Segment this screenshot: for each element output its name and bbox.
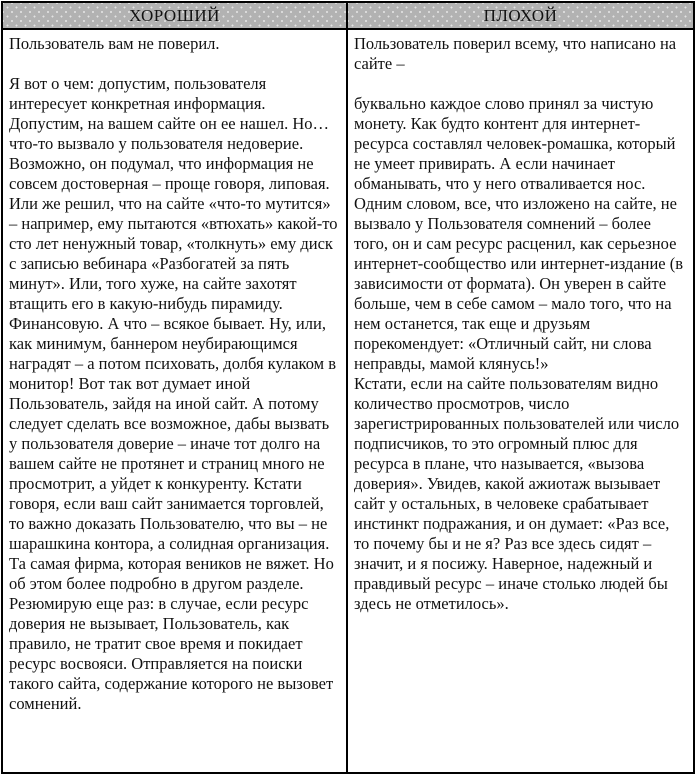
document-page [0,1,696,775]
column-body-bad [348,30,693,772]
column-bad [348,3,693,772]
good-bad-comparison-table [1,1,695,774]
bad-paragraph-1: Пользователь поверил всему, что написано на сайте – [354,34,677,73]
bad-paragraph-3: Кстати, если на сайте пользователям видно количество просмотров, число зарегистрированных пользователей или число подписчиков, то это огромный плюс для ресурса в плане, что называется, «вызова доверия». Увидев, какой ажиотаж вызывает сайт у остальных, в человеке срабатывает инстинкт подражания, и он думает: «Раз все, то почему бы и не я? Раз все здесь сидят – значит, и я посижу. Наверное, надежный и правдивый ресурс – иначе столько людей бы здесь не отметилось». [354,374,680,613]
column-header-bad: ПЛОХОЙ [348,3,693,30]
column-body-good [3,30,346,772]
good-paragraph-1: Пользователь вам не поверил. [9,34,220,53]
bad-paragraph-2: буквально каждое слово принял за чистую монету. Как будто контент для интернет-ресурса составлял человек-ромашка, который не умеет привирать. А если начинает обманывать, что у него отваливается нос. Одним словом, все, что изложено на сайте, не вызвало у Пользователя сомнений – более того, он и сам ресурс расценил, как серьезное интернет-сообщество или интернет-издание (в зависимости от формата). Он уверен в сайте больше, чем в себе самом – мало того, что на нем останется, так еще и друзьям порекомендует: «Отличный сайт, ни слова неправды, мамой клянусь!» [354,94,684,373]
column-good [3,3,348,772]
good-paragraph-2: Я вот о чем: допустим, пользователя интересует конкретная информация. Допустим, на вашем сайте он ее нашел. Но… что-то вызвало у пользователя недоверие. Возможно, он подумал, что информация не совсем достоверная – проще говоря, липовая. Или же решил, что на сайте «что-то мутится» – например, ему пытаются «втюхать» какой-то сто лет ненужный товар, «толкнуть» ему диск с записью вебинара «Разбогатей за пять минут». Или, того хуже, на сайте захотят втащить его в какую-нибудь пирамиду. Финансовую. А что – всякое бывает. Ну, или, как минимум, баннером неубирающимся наградят – а потом психовать, долбя кулаком в монитор! Вот так вот думает иной Пользователь, зайдя на иной сайт. А потому следует сделать все возможное, дабы вызвать у пользователя доверие – иначе тот долго на вашем сайте не протянет и страниц много не просмотрит, а уйдет к конкуренту. Кстати говоря, если ваш сайт занимается торговлей, то важно доказать Пользователю, что вы – не шарашкина контора, а солидная организация. Та самая фирма, которая веников не вяжет. Но об этом более подробно в другом разделе. Резюмирую еще раз: в случае, если ресурс доверия не вызывает, Пользователь, как правило, не тратит свое время и покидает ресурс восвояси. Отправляется на поиски такого сайта, содержание которого не вызовет сомнений. [9,74,338,713]
column-header-good: ХОРОШИЙ [3,3,346,30]
